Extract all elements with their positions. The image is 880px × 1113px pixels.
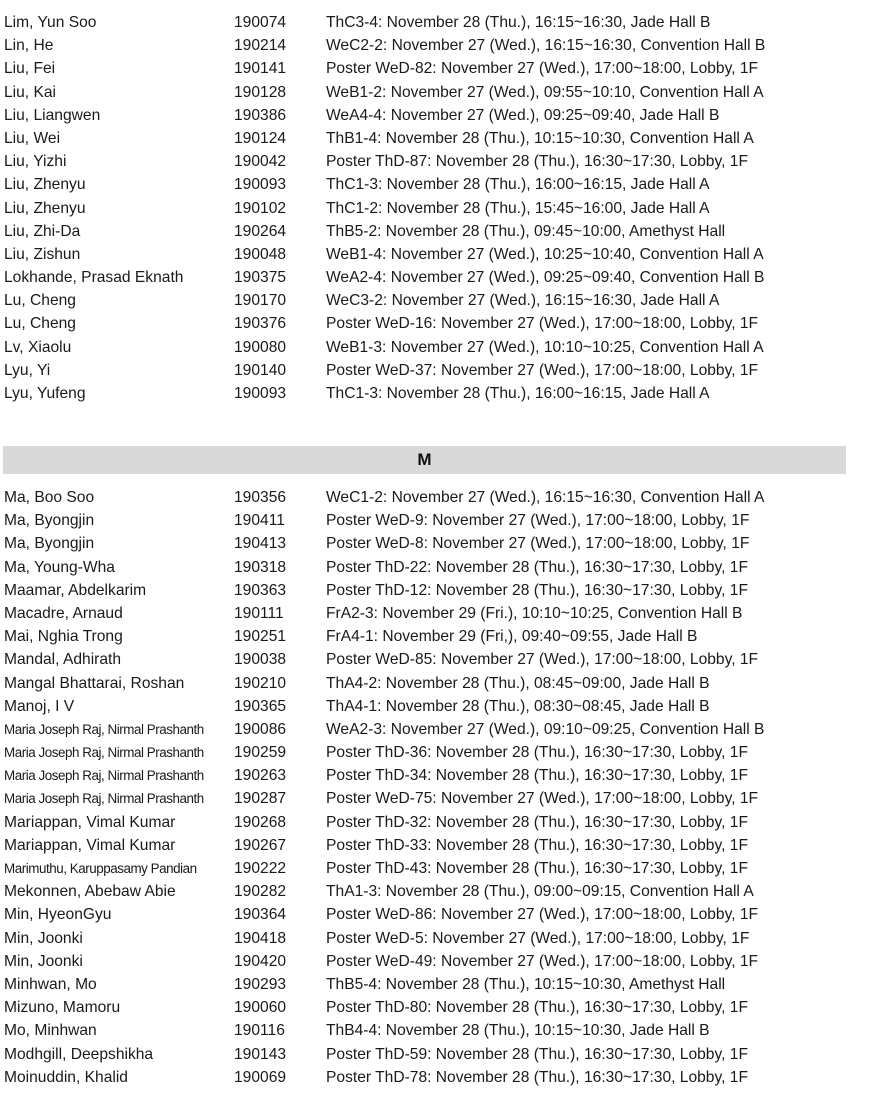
session-info: ThA4-1: November 28 (Thu.), 08:30~08:45, Jade Hall B	[326, 697, 710, 715]
paper-id: 190293	[234, 975, 287, 993]
author-name: Maria Joseph Raj, Nirmal Prashanth	[4, 768, 204, 784]
author-row	[0, 532, 880, 555]
author-name: Maria Joseph Raj, Nirmal Prashanth	[4, 791, 204, 807]
session-info: Poster ThD-59: November 28 (Thu.), 16:30~17:30, Lobby, 1F	[326, 1045, 748, 1063]
author-name: Min, Joonki	[4, 952, 83, 970]
paper-id: 190364	[234, 906, 287, 924]
author-name: Lokhande, Prasad Eknath	[4, 269, 184, 287]
author-row	[0, 950, 880, 973]
author-row	[0, 625, 880, 648]
paper-id: 190111	[234, 604, 284, 622]
author-name: Mai, Nghia Trong	[4, 628, 123, 646]
paper-id: 190038	[234, 651, 287, 669]
paper-id: 190413	[234, 535, 287, 553]
author-name: Lim, Yun Soo	[4, 14, 97, 31]
author-name: Liu, Zhenyu	[4, 176, 86, 194]
session-info: ThB1-4: November 28 (Thu.), 10:15~10:30, Convention Hall A	[326, 129, 754, 147]
author-row	[0, 486, 880, 509]
author-row	[0, 1066, 880, 1089]
paper-id: 190264	[234, 222, 287, 240]
paper-id: 190141	[234, 60, 287, 78]
author-name: Maria Joseph Raj, Nirmal Prashanth	[4, 745, 204, 761]
author-row	[0, 927, 880, 950]
author-name: Ma, Boo Soo	[4, 489, 95, 506]
author-row	[0, 857, 880, 880]
paper-id: 190251	[234, 628, 287, 646]
paper-id: 190259	[234, 744, 287, 762]
paper-id: 190268	[234, 813, 287, 831]
paper-id: 190376	[234, 315, 287, 333]
session-info: Poster WeD-37: November 27 (Wed.), 17:00~18:00, Lobby, 1F	[326, 361, 759, 379]
session-info: ThC3-4: November 28 (Thu.), 16:15~16:30, Jade Hall B	[326, 14, 711, 31]
session-info: WeB1-4: November 27 (Wed.), 10:25~10:40, Convention Hall A	[326, 245, 764, 263]
session-info: Poster WeD-8: November 27 (Wed.), 17:00~18:00, Lobby, 1F	[326, 535, 750, 553]
author-row	[0, 602, 880, 625]
session-info: ThC1-3: November 28 (Thu.), 16:00~16:15, Jade Hall A	[326, 385, 710, 402]
author-row	[0, 289, 880, 312]
session-info: WeC1-2: November 27 (Wed.), 16:15~16:30, Convention Hall A	[326, 489, 765, 506]
author-name: Mizuno, Mamoru	[4, 999, 121, 1017]
paper-id: 190222	[234, 860, 287, 877]
author-name: Lyu, Yufeng	[4, 385, 86, 402]
author-row	[0, 34, 880, 57]
author-name: Liu, Kai	[4, 83, 57, 101]
session-info: ThB5-2: November 28 (Thu.), 09:45~10:00, Amethyst Hall	[326, 222, 726, 240]
session-info: WeB1-2: November 27 (Wed.), 09:55~10:10, Convention Hall A	[326, 83, 764, 101]
author-name: Liu, Zhi-Da	[4, 222, 81, 240]
session-info: WeA2-3: November 27 (Wed.), 09:10~09:25, Convention Hall B	[326, 720, 765, 738]
author-name: Mandal, Adhirath	[4, 651, 122, 669]
author-name: Lv, Xiaolu	[4, 338, 72, 356]
author-name: Mariappan, Vimal Kumar	[4, 813, 176, 831]
author-name: Liu, Zhenyu	[4, 199, 86, 217]
session-info: WeA2-4: November 27 (Wed.), 09:25~09:40, Convention Hall B	[326, 269, 765, 287]
author-row	[0, 359, 880, 382]
paper-id: 190420	[234, 952, 287, 970]
paper-id: 190048	[234, 245, 287, 263]
paper-id: 190418	[234, 929, 287, 947]
session-info: Poster ThD-87: November 28 (Thu.), 16:30~17:30, Lobby, 1F	[326, 153, 748, 171]
paper-id: 190210	[234, 674, 287, 692]
author-row	[0, 556, 880, 579]
session-info: WeC3-2: November 27 (Wed.), 16:15~16:30, Jade Hall A	[326, 292, 720, 310]
paper-id: 190375	[234, 269, 287, 287]
session-info: WeB1-3: November 27 (Wed.), 10:10~10:25, Convention Hall A	[326, 338, 764, 356]
author-row	[0, 509, 880, 532]
author-row	[0, 903, 880, 926]
session-info: Poster WeD-85: November 27 (Wed.), 17:00~18:00, Lobby, 1F	[326, 651, 759, 669]
session-info: WeC2-2: November 27 (Wed.), 16:15~16:30, Convention Hall B	[326, 37, 766, 55]
session-info: FrA4-1: November 29 (Fri,), 09:40~09:55, Jade Hall B	[326, 628, 698, 646]
author-name: Liu, Liangwen	[4, 106, 101, 124]
session-info: Poster ThD-32: November 28 (Thu.), 16:30~17:30, Lobby, 1F	[326, 813, 748, 831]
author-name: Modhgill, Deepshikha	[4, 1045, 154, 1063]
author-row	[0, 648, 880, 671]
author-name: Macadre, Arnaud	[4, 604, 123, 622]
author-row	[0, 741, 880, 764]
author-row	[0, 104, 880, 127]
author-name: Mangal Bhattarai, Roshan	[4, 674, 185, 692]
paper-id: 190170	[234, 292, 287, 310]
paper-id: 190143	[234, 1045, 287, 1063]
author-name: Minhwan, Mo	[4, 975, 97, 993]
session-info: Poster ThD-22: November 28 (Thu.), 16:30~17:30, Lobby, 1F	[326, 558, 748, 576]
paper-id: 190214	[234, 37, 287, 55]
author-list-m	[0, 486, 880, 1089]
session-info: Poster ThD-33: November 28 (Thu.), 16:30~17:30, Lobby, 1F	[326, 836, 748, 854]
author-row	[0, 764, 880, 787]
paper-id: 190074	[234, 14, 287, 31]
author-row	[0, 11, 880, 34]
author-row	[0, 718, 880, 741]
paper-id: 190060	[234, 999, 287, 1017]
author-list-l	[0, 11, 880, 405]
paper-id: 190069	[234, 1068, 287, 1086]
author-name: Maria Joseph Raj, Nirmal Prashanth	[4, 721, 204, 737]
author-row	[0, 81, 880, 104]
paper-id: 190116	[234, 1022, 285, 1040]
paper-id: 190042	[234, 153, 287, 171]
paper-id: 190128	[234, 83, 287, 101]
paper-id: 190318	[234, 558, 287, 576]
author-name: Ma, Byongjin	[4, 535, 95, 553]
author-row	[0, 266, 880, 289]
session-info: Poster WeD-9: November 27 (Wed.), 17:00~18:00, Lobby, 1F	[326, 512, 750, 530]
author-row	[0, 811, 880, 834]
author-name: Ma, Young-Wha	[4, 558, 115, 576]
author-row	[0, 579, 880, 602]
author-row	[0, 150, 880, 173]
session-info: ThA4-2: November 28 (Thu.), 08:45~09:00, Jade Hall B	[326, 674, 710, 692]
author-row	[0, 880, 880, 903]
session-info: Poster WeD-49: November 27 (Wed.), 17:00~18:00, Lobby, 1F	[326, 952, 759, 970]
session-info: Poster ThD-43: November 28 (Thu.), 16:30~17:30, Lobby, 1F	[326, 860, 748, 877]
author-name: Liu, Fei	[4, 60, 56, 78]
session-info: Poster ThD-12: November 28 (Thu.), 16:30~17:30, Lobby, 1F	[326, 581, 748, 599]
paper-id: 190282	[234, 883, 287, 901]
author-row	[0, 787, 880, 810]
session-info: Poster WeD-5: November 27 (Wed.), 17:00~18:00, Lobby, 1F	[326, 929, 750, 947]
paper-id: 190411	[234, 512, 285, 530]
paper-id: 190267	[234, 836, 287, 854]
author-row	[0, 243, 880, 266]
author-name: Moinuddin, Khalid	[4, 1068, 128, 1086]
session-info: Poster WeD-86: November 27 (Wed.), 17:00~18:00, Lobby, 1F	[326, 906, 759, 924]
author-name: Lin, He	[4, 37, 54, 55]
session-info: Poster ThD-78: November 28 (Thu.), 16:30~17:30, Lobby, 1F	[326, 1068, 748, 1086]
paper-id: 190287	[234, 790, 287, 808]
author-name: Lu, Cheng	[4, 292, 76, 310]
author-name: Min, HyeonGyu	[4, 906, 112, 924]
author-name: Lu, Cheng	[4, 315, 76, 333]
paper-id: 190140	[234, 361, 287, 379]
session-info: Poster ThD-34: November 28 (Thu.), 16:30~17:30, Lobby, 1F	[326, 767, 748, 785]
author-row	[0, 127, 880, 150]
paper-id: 190102	[234, 199, 287, 217]
session-info: Poster WeD-82: November 27 (Wed.), 17:00~18:00, Lobby, 1F	[326, 60, 759, 78]
author-row	[0, 1019, 880, 1042]
author-row	[0, 1043, 880, 1066]
author-name: Lyu, Yi	[4, 361, 51, 379]
paper-id: 190363	[234, 581, 287, 599]
session-info: Poster ThD-36: November 28 (Thu.), 16:30~17:30, Lobby, 1F	[326, 744, 748, 762]
author-name: Min, Joonki	[4, 929, 83, 947]
paper-id: 190093	[234, 176, 287, 194]
paper-id: 190365	[234, 697, 287, 715]
author-row	[0, 197, 880, 220]
session-info: ThB4-4: November 28 (Thu.), 10:15~10:30, Jade Hall B	[326, 1022, 710, 1040]
paper-id: 190356	[234, 489, 287, 506]
session-info: Poster WeD-16: November 27 (Wed.), 17:00~18:00, Lobby, 1F	[326, 315, 759, 333]
author-name: Mo, Minhwan	[4, 1022, 97, 1040]
author-name: Liu, Yizhi	[4, 153, 67, 171]
author-row	[0, 336, 880, 359]
author-row	[0, 173, 880, 196]
session-info: FrA2-3: November 29 (Fri.), 10:10~10:25, Convention Hall B	[326, 604, 743, 622]
author-row	[0, 382, 880, 405]
author-name: Manoj, I V	[4, 697, 75, 715]
letter-header-m: M	[3, 446, 846, 474]
author-name: Mekonnen, Abebaw Abie	[4, 883, 176, 901]
author-row	[0, 312, 880, 335]
author-row	[0, 695, 880, 718]
session-info: ThC1-3: November 28 (Thu.), 16:00~16:15, Jade Hall A	[326, 176, 710, 194]
author-row	[0, 996, 880, 1019]
session-info: WeA4-4: November 27 (Wed.), 09:25~09:40, Jade Hall B	[326, 106, 720, 124]
author-name: Ma, Byongjin	[4, 512, 95, 530]
author-name: Liu, Zishun	[4, 245, 81, 263]
session-info: Poster ThD-80: November 28 (Thu.), 16:30~17:30, Lobby, 1F	[326, 999, 748, 1017]
paper-id: 190263	[234, 767, 287, 785]
author-name: Marimuthu, Karuppasamy Pandian	[4, 861, 197, 876]
paper-id: 190386	[234, 106, 287, 124]
session-info: ThB5-4: November 28 (Thu.), 10:15~10:30, Amethyst Hall	[326, 975, 726, 993]
paper-id: 190093	[234, 385, 287, 402]
session-info: ThA1-3: November 28 (Thu.), 09:00~09:15, Convention Hall A	[326, 883, 754, 901]
author-row	[0, 672, 880, 695]
paper-id: 190124	[234, 129, 287, 147]
paper-id: 190086	[234, 720, 287, 738]
author-row	[0, 834, 880, 857]
author-name: Liu, Wei	[4, 129, 61, 147]
author-name: Mariappan, Vimal Kumar	[4, 836, 176, 854]
author-row	[0, 220, 880, 243]
author-row	[0, 57, 880, 80]
author-name: Maamar, Abdelkarim	[4, 581, 147, 599]
session-info: ThC1-2: November 28 (Thu.), 15:45~16:00, Jade Hall A	[326, 199, 710, 217]
author-row	[0, 973, 880, 996]
paper-id: 190080	[234, 338, 287, 356]
session-info: Poster WeD-75: November 27 (Wed.), 17:00~18:00, Lobby, 1F	[326, 790, 759, 808]
